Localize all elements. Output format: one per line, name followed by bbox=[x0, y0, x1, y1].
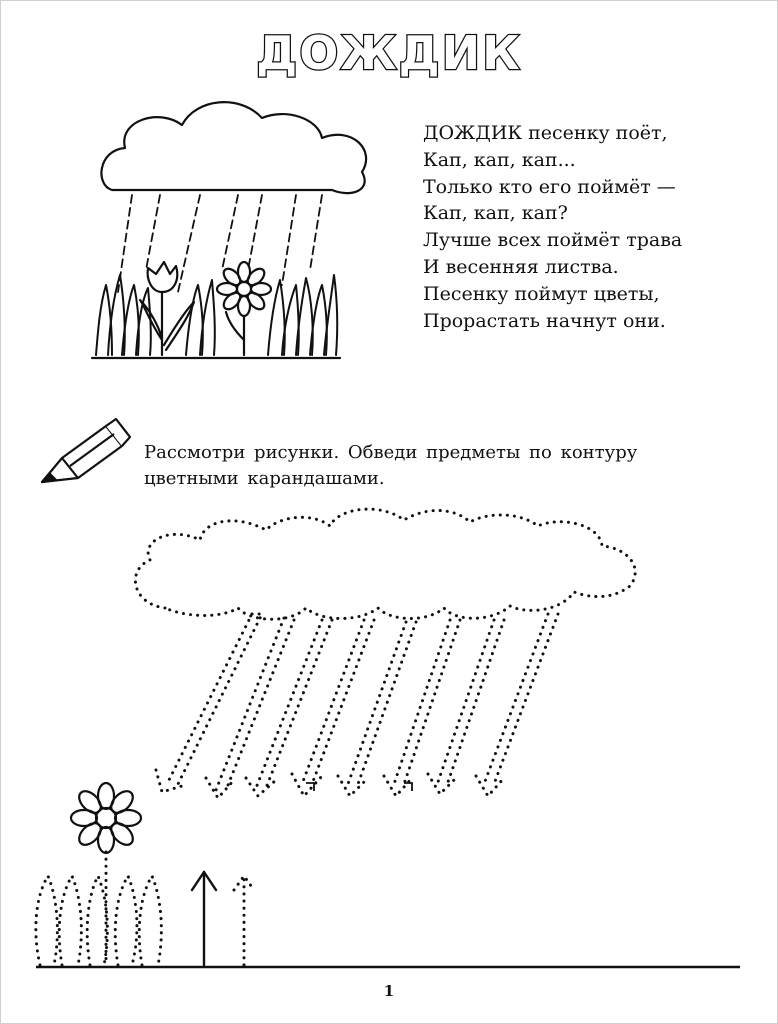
poem-line: Прорастать начнут они. bbox=[423, 309, 666, 332]
poem-line: И весенняя листва. bbox=[423, 255, 619, 278]
tracing-cloud-icon bbox=[135, 509, 635, 619]
tracing-arrow-icon bbox=[234, 876, 254, 965]
solid-arrow-icon bbox=[192, 872, 216, 965]
poem-line: Лучше всех поймёт трава bbox=[423, 229, 683, 252]
flower-icon bbox=[217, 262, 271, 355]
top-illustration bbox=[92, 102, 366, 358]
bottom-flower-icon bbox=[71, 783, 141, 853]
pencil-icon bbox=[42, 419, 130, 482]
tulip-icon bbox=[140, 262, 194, 355]
poem-line: Кап, кап, кап? bbox=[423, 202, 568, 225]
cloud-icon bbox=[101, 102, 366, 193]
poem-line: ДОЖДИК песенку поёт, bbox=[423, 122, 668, 144]
poem-line: Песенку поймут цветы, bbox=[423, 282, 660, 305]
page-number: 1 bbox=[383, 982, 395, 1000]
task-line: Рассмотри рисунки. Обведи предметы по контуру bbox=[144, 442, 638, 463]
tracing-rain bbox=[156, 614, 558, 798]
task-line: цветными карандашами. bbox=[144, 468, 385, 489]
page-title: ДОЖДИК bbox=[256, 26, 522, 80]
poem-line: Кап, кап, кап... bbox=[423, 148, 576, 171]
tracing-grass bbox=[36, 876, 162, 965]
poem-line: Только кто его поймёт — bbox=[423, 175, 676, 198]
